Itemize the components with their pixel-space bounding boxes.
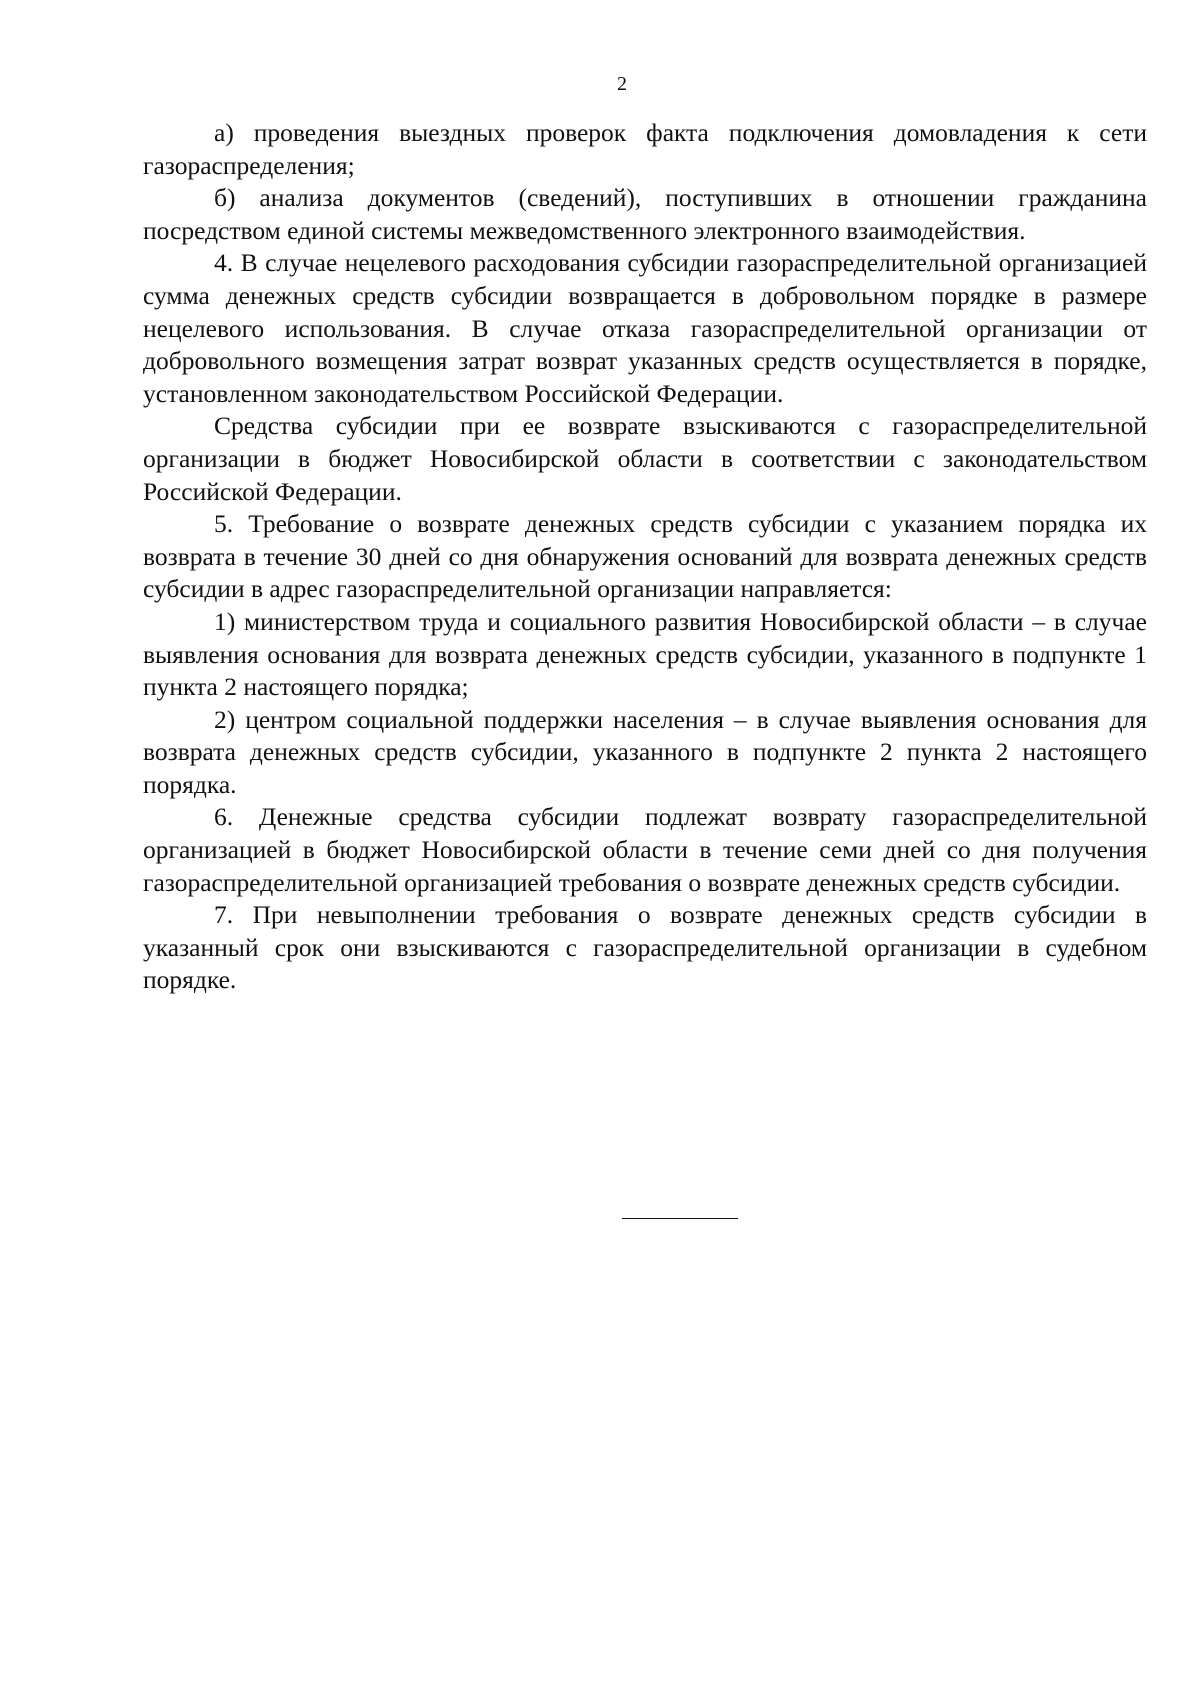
paragraph-6: 6. Денежные средства субсидии подлежат возврату газораспределительной организацией в бюджет Новосибирской области в течение семи дней со дня получения газораспределительной организацией требования о возврате денежных средств субсидии.	[143, 802, 1147, 897]
paragraph-5: 5. Требование о возврате денежных средств субсидии с указанием порядка их возврата в течение 30 дней со дня обнаружения оснований для возврата денежных средств субсидии в адрес газораспределительной организации направляется:	[143, 509, 1147, 604]
paragraph-5-item-2: 2) центром социальной поддержки населения – в случае выявления основания для возврата денежных средств субсидии, указанного в подпункте 2 пункта 2 настоящего порядка.	[143, 704, 1147, 799]
closing-divider	[622, 1218, 738, 1219]
paragraph-7: 7. При невыполнении требования о возврате денежных средств субсидии в указанный срок они взыскиваются с газораспределительной организации в судебном порядке.	[143, 900, 1147, 995]
paragraph-4-continued: Средства субсидии при ее возврате взыскиваются с газораспределительной организации в бюджет Новосибирской области в соответствии с законодательством Российской Федерации.	[143, 411, 1147, 506]
paragraph-5-item-1: 1) министерством труда и социального развития Новосибирской области – в случае выявления основания для возврата денежных средств субсидии, указанного в подпункте 1 пункта 2 настоящего порядка;	[143, 606, 1147, 702]
document-body	[143, 117, 1147, 997]
paragraph-4: 4. В случае нецелевого расходования субсидии газораспределительной организацией сумма денежных средств субсидии возвращается в добровольном порядке в размере нецелевого использования. В случае отказа газораспределительной организации от добровольного возмещения затрат возврат указанных средств осуществляется в порядке, установленном законодательством Российской Федерации.	[143, 248, 1147, 408]
page-number: 2	[617, 73, 627, 95]
paragraph-3b: б) анализа документов (сведений), поступивших в отношении гражданина посредством единой системы межведомственного электронного взаимодействия.	[143, 183, 1147, 245]
paragraph-3a: а) проведения выездных проверок факта подключения домовладения к сети газораспределения;	[143, 118, 1147, 180]
